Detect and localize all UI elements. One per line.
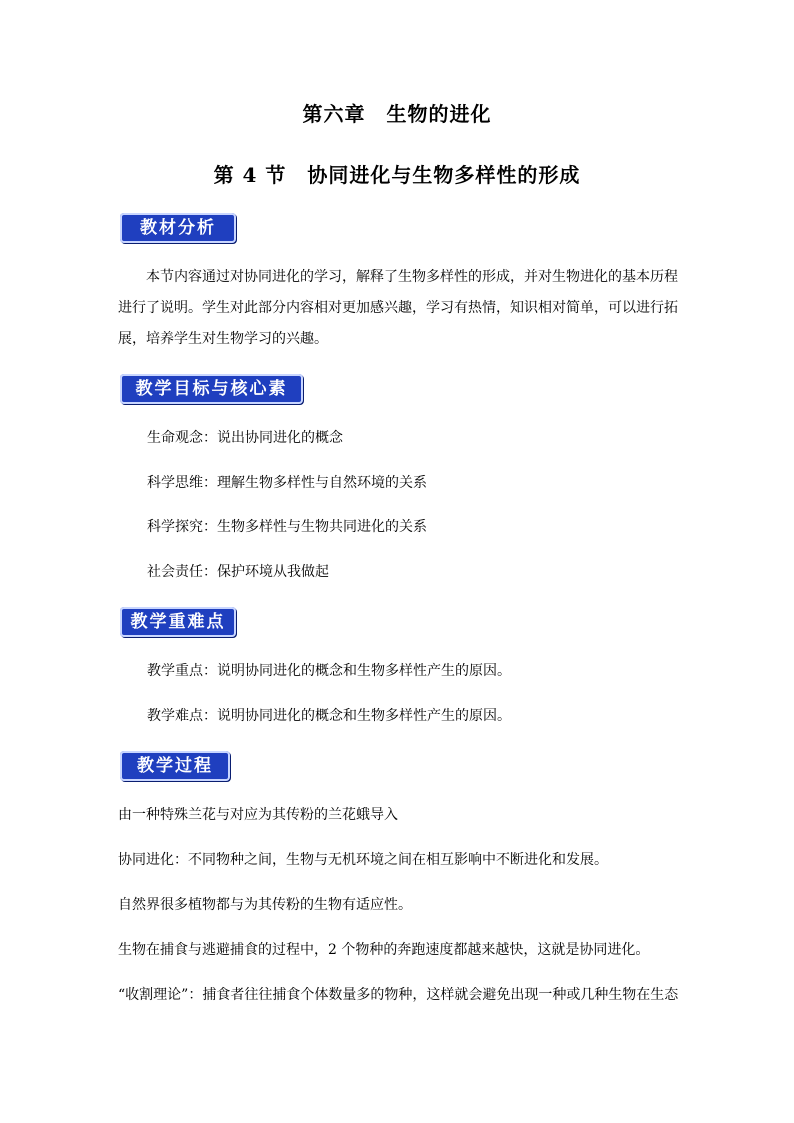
analysis-paragraph: 本节内容通过对协同进化的学习，解释了生物多样性的形成，并对生物进化的基本历程进行了说明。学生对此部分内容相对更加感兴趣，学习有热情，知识相对简单，可以进行拓展，培养学生对生物学习的兴趣。	[118, 269, 678, 347]
chapter-title: 第六章 生物的进化	[302, 102, 492, 126]
key-point-difficulty: 教学难点：说明协同进化的概念和生物多样性产生的原因。	[147, 708, 511, 724]
key-points-badge: 教学重难点	[120, 607, 236, 637]
process-line-intro: 由一种特殊兰花与对应为其传粉的兰花蛾导入	[118, 807, 398, 823]
goal-item-scientific-thinking: 科学思维：理解生物多样性与自然环境的关系	[147, 475, 427, 491]
goal-item-life-concept: 生命观念：说出协同进化的概念	[147, 430, 343, 446]
process-line-coevolution: 协同进化：不同物种之间，生物与无机环境之间在相互影响中不断进化和发展。	[118, 852, 608, 868]
goal-item-social-responsibility: 社会责任：保护环境从我做起	[147, 564, 329, 580]
process-badge: 教学过程	[120, 751, 230, 781]
process-line-adaptation: 自然界很多植物都与为其传粉的生物有适应性。	[118, 897, 412, 913]
goals-badge: 教学目标与核心素养	[120, 374, 303, 404]
process-line-harvest-theory: “收割理论”：捕食者往往捕食个体数量多的物种，这样就会避免出现一种或几种生物在生态	[118, 987, 679, 1003]
analysis-badge: 教材分析	[120, 213, 236, 243]
goal-item-scientific-inquiry: 科学探究：生物多样性与生物共同进化的关系	[147, 519, 427, 535]
section-title: 第 4 节 协同进化与生物多样性的形成	[213, 163, 581, 187]
process-line-predation: 生物在捕食与逃避捕食的过程中，2 个物种的奔跑速度都越来越快，这就是协同进化。	[118, 942, 650, 958]
key-point-focus: 教学重点：说明协同进化的概念和生物多样性产生的原因。	[147, 663, 511, 679]
